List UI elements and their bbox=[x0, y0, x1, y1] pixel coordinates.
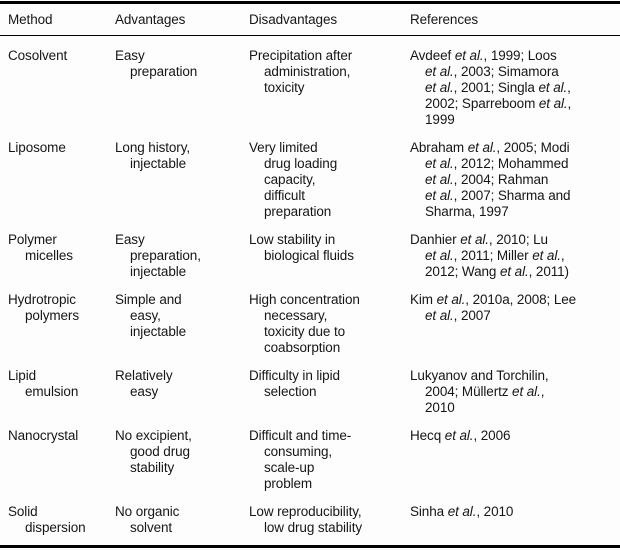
table-row bbox=[0, 128, 620, 220]
cell-line: biological fluids bbox=[264, 248, 354, 263]
et-al-italic: et al. bbox=[532, 248, 561, 263]
cell-line: 2004; Müllertz et al., bbox=[425, 384, 545, 399]
advantages-cell bbox=[115, 36, 249, 129]
method-cell bbox=[0, 416, 115, 492]
cell-line: solvent bbox=[130, 520, 173, 535]
cell-line: polymers bbox=[25, 308, 79, 323]
advantages-cell bbox=[115, 492, 249, 547]
cell-line: administration, bbox=[264, 64, 351, 79]
cell-line: Hydrotropic bbox=[8, 292, 76, 307]
disadvantages-cell bbox=[249, 280, 410, 356]
method-cell bbox=[0, 356, 115, 416]
table-row bbox=[0, 36, 620, 129]
advantages-cell bbox=[115, 280, 249, 356]
cell-line: injectable bbox=[130, 324, 187, 339]
cell-line: capacity, bbox=[264, 172, 316, 187]
cell-line: 2002; Sparreboom et al., bbox=[425, 96, 572, 111]
cell-line: Avdeef et al., 1999; Loos bbox=[410, 48, 557, 63]
et-al-italic: et al. bbox=[460, 232, 489, 247]
cell-line: et al., 2001; Singla et al., bbox=[425, 80, 571, 95]
cell-line: toxicity bbox=[264, 80, 305, 95]
cell-line: Precipitation after bbox=[249, 48, 353, 63]
table-row bbox=[0, 492, 620, 547]
method-cell bbox=[0, 220, 115, 280]
cell-line: Cosolvent bbox=[8, 48, 68, 63]
cell-line: et al., 2007 bbox=[425, 308, 491, 323]
cell-line: difficult bbox=[264, 188, 305, 203]
cell-line: micelles bbox=[25, 248, 73, 263]
et-al-italic: et al. bbox=[512, 384, 541, 399]
method-cell bbox=[0, 280, 115, 356]
cell-line: Lukyanov and Torchilin, bbox=[410, 368, 549, 383]
cell-line: selection bbox=[264, 384, 317, 399]
references-cell bbox=[410, 356, 620, 416]
et-al-italic: et al. bbox=[425, 172, 454, 187]
cell-line: injectable bbox=[130, 156, 187, 171]
column-header-advantages: Advantages bbox=[115, 3, 249, 36]
references-cell bbox=[410, 416, 620, 492]
cell-line: Low reproducibility, bbox=[249, 504, 362, 519]
cell-line: Very limited bbox=[249, 140, 318, 155]
et-al-italic: et al. bbox=[467, 140, 497, 155]
disadvantages-cell bbox=[249, 36, 410, 129]
cell-line: 2012; Wang et al., 2011) bbox=[425, 264, 569, 279]
table-row bbox=[0, 220, 620, 280]
column-header-disadvantages: Disadvantages bbox=[249, 3, 410, 36]
advantages-cell bbox=[115, 220, 249, 280]
advantages-cell bbox=[115, 356, 249, 416]
column-header-references: References bbox=[410, 3, 620, 36]
cell-line: Abraham et al., 2005; Modi bbox=[410, 140, 570, 155]
cell-line: easy, bbox=[130, 308, 161, 323]
table-row bbox=[0, 416, 620, 492]
cell-line: Liposome bbox=[8, 140, 66, 155]
cell-line: et al., 2011; Miller et al., bbox=[425, 248, 565, 263]
cell-line: et al., 2007; Sharma and bbox=[425, 188, 571, 203]
table-row bbox=[0, 356, 620, 416]
disadvantages-cell bbox=[249, 128, 410, 220]
disadvantages-cell bbox=[249, 220, 410, 280]
cell-line: Lipid bbox=[8, 368, 37, 383]
et-al-italic: et al. bbox=[444, 428, 474, 443]
cell-line: Hecq et al., 2006 bbox=[410, 428, 511, 443]
method-cell bbox=[0, 492, 115, 547]
advantages-cell bbox=[115, 416, 249, 492]
references-cell bbox=[410, 280, 620, 356]
cell-line: Kim et al., 2010a, 2008; Lee bbox=[410, 292, 577, 307]
cell-line: injectable bbox=[130, 264, 187, 279]
cell-line: Polymer bbox=[8, 232, 57, 247]
references-cell bbox=[410, 220, 620, 280]
table-header bbox=[0, 3, 620, 36]
cell-line: preparation bbox=[264, 204, 332, 219]
method-cell bbox=[0, 128, 115, 220]
references-cell bbox=[410, 36, 620, 129]
cell-line: dispersion bbox=[25, 520, 86, 535]
header-row bbox=[0, 3, 620, 36]
et-al-italic: et al. bbox=[454, 48, 484, 63]
cell-line: No excipient, bbox=[115, 428, 192, 443]
cell-line: drug loading bbox=[264, 156, 338, 171]
cell-line: Long history, bbox=[115, 140, 190, 155]
cell-line: No organic bbox=[115, 504, 180, 519]
cell-line: Danhier et al., 2010; Lu bbox=[410, 232, 548, 247]
references-cell bbox=[410, 492, 620, 547]
cell-line: scale-up bbox=[264, 460, 315, 475]
cell-line: coabsorption bbox=[264, 340, 341, 355]
cell-line: Sharma, 1997 bbox=[425, 204, 509, 219]
cell-line: et al., 2003; Simamora bbox=[425, 64, 559, 79]
cell-line: easy bbox=[130, 384, 159, 399]
cell-line: High concentration bbox=[249, 292, 360, 307]
disadvantages-cell bbox=[249, 416, 410, 492]
method-cell bbox=[0, 36, 115, 129]
cell-line: Nanocrystal bbox=[8, 428, 79, 443]
cell-line: stability bbox=[130, 460, 175, 475]
et-al-italic: et al. bbox=[538, 80, 568, 95]
table-body bbox=[0, 36, 620, 547]
et-al-italic: et al. bbox=[538, 96, 568, 111]
et-al-italic: et al. bbox=[425, 156, 454, 171]
methods-comparison-table bbox=[0, 1, 620, 548]
et-al-italic: et al. bbox=[425, 308, 454, 323]
table-row bbox=[0, 280, 620, 356]
et-al-italic: et al. bbox=[425, 248, 454, 263]
disadvantages-cell bbox=[249, 492, 410, 547]
cell-line: Difficulty in lipid bbox=[249, 368, 340, 383]
cell-line: et al., 2004; Rahman bbox=[425, 172, 549, 187]
cell-line: Easy bbox=[115, 232, 145, 247]
cell-line: 2010 bbox=[425, 400, 455, 415]
et-al-italic: et al. bbox=[425, 188, 454, 203]
cell-line: Simple and bbox=[115, 292, 182, 307]
et-al-italic: et al. bbox=[425, 80, 454, 95]
cell-line: et al., 2012; Mohammed bbox=[425, 156, 569, 171]
et-al-italic: et al. bbox=[425, 64, 454, 79]
cell-line: emulsion bbox=[25, 384, 79, 399]
cell-line: Sinha et al., 2010 bbox=[410, 504, 514, 519]
column-header-method: Method bbox=[0, 3, 115, 36]
cell-line: Difficult and time- bbox=[249, 428, 352, 443]
cell-line: good drug bbox=[130, 444, 190, 459]
cell-line: Relatively bbox=[115, 368, 173, 383]
cell-line: preparation, bbox=[130, 248, 201, 263]
disadvantages-cell bbox=[249, 356, 410, 416]
cell-line: problem bbox=[264, 476, 313, 491]
cell-line: toxicity due to bbox=[264, 324, 346, 339]
cell-line: Low stability in bbox=[249, 232, 336, 247]
cell-line: Solid bbox=[8, 504, 38, 519]
cell-line: preparation bbox=[130, 64, 198, 79]
et-al-italic: et al. bbox=[447, 504, 477, 519]
cell-line: necessary, bbox=[264, 308, 328, 323]
et-al-italic: et al. bbox=[499, 264, 529, 279]
references-cell bbox=[410, 128, 620, 220]
cell-line: Easy bbox=[115, 48, 145, 63]
cell-line: low drug stability bbox=[264, 520, 362, 535]
cell-line: consuming, bbox=[264, 444, 333, 459]
advantages-cell bbox=[115, 128, 249, 220]
et-al-italic: et al. bbox=[436, 292, 466, 307]
cell-line: 1999 bbox=[425, 112, 455, 127]
